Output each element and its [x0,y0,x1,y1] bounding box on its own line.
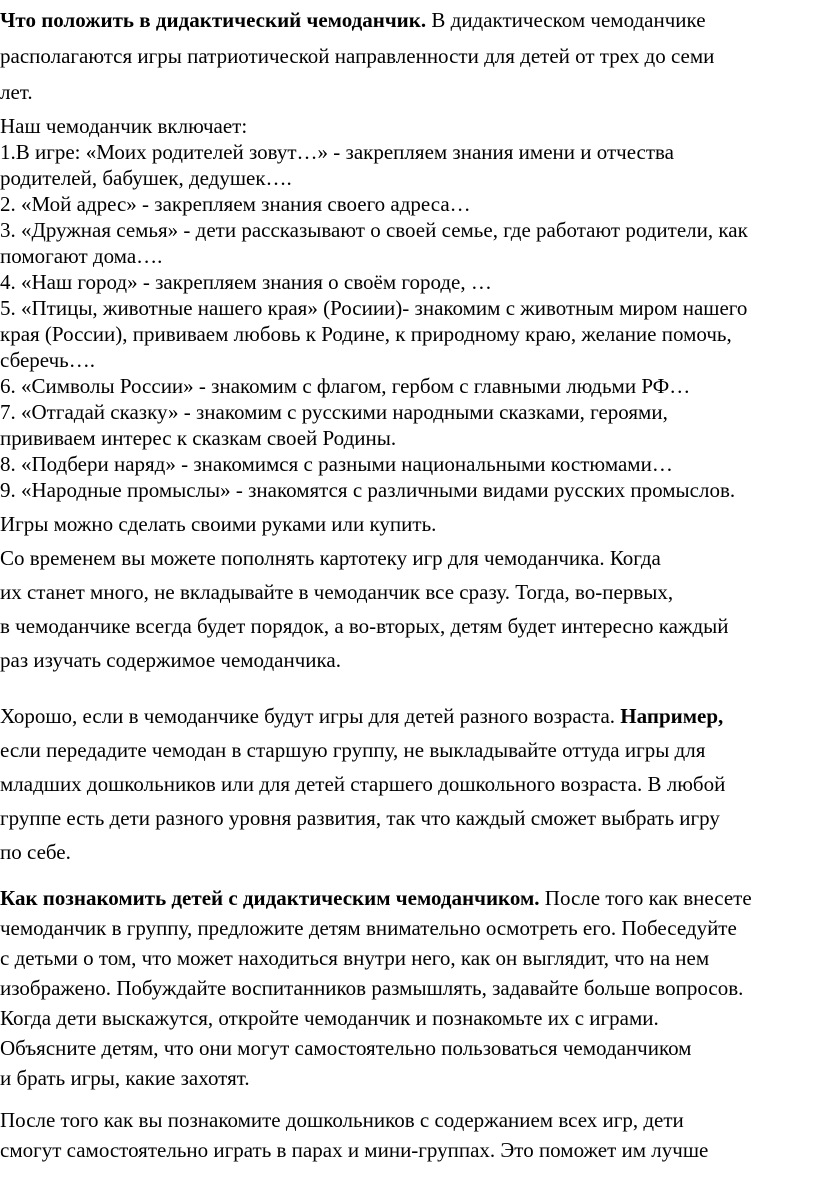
list-line: 6. «Символы России» - знакомим с флагом, гербом с главными людьми РФ… [0,374,691,398]
make-games-paragraph: Игры можно сделать своими руками или купить. [0,512,437,536]
list-line: помогают дома…. [0,244,163,268]
ages-line: группе есть дети разного уровня развития, так что каждый сможет выбрать игру [0,806,720,830]
list-line: прививаем интерес к сказкам своей Родины. [0,426,397,450]
introduce-line: с детьми о том, что может находиться внутри него, как он выглядит, что на нем [0,946,710,970]
list-line: 1.В игре: «Моих родителей зовут…» - закрепляем знания имени и отчества [0,140,674,164]
list-line: 8. «Подбери наряд» - знакомимся с разными национальными костюмами… [0,452,673,476]
list-line: 4. «Наш город» - закрепляем знания о своём городе, … [0,270,492,294]
introduce-line-1 [0,886,752,910]
introduce-text: После того как внесете [539,886,752,910]
after-line: После того как вы познакомите дошкольников с содержанием всех игр, дети [0,1108,684,1132]
intro-line-2: располагаются игры патриотической направленности для детей от трех до семи [0,44,715,68]
ages-text: Хорошо, если в чемоданчике будут игры для детей разного возраста. [0,704,621,728]
ages-line-1 [0,704,723,728]
list-line: 5. «Птицы, животные нашего края» (Росиии)- знакомим с животным миром нашего [0,296,748,320]
introduce-line: чемоданчик в группу, предложите детям внимательно осмотреть его. Побеседуйте [0,916,737,940]
ages-line: если передадите чемодан в старшую группу, не выкладывайте оттуда игры для [0,738,706,762]
list-line: 2. «Мой адрес» - закрепляем знания своего адреса… [0,192,471,216]
list-heading: Наш чемоданчик включает: [0,114,248,138]
intro-text: В дидактическом чемоданчике [426,8,706,32]
introduce-line: Объясните детям, что они могут самостоятельно пользоваться чемоданчиком [0,1036,692,1060]
ages-emphasis: Например, [620,704,724,728]
introduce-heading: Как познакомить детей с дидактическим чемоданчиком. [0,886,540,910]
introduce-line: и брать игры, какие захотят. [0,1066,250,1090]
over-time-line: Со временем вы можете пополнять картотеку игр для чемоданчика. Когда [0,546,661,570]
list-line: 9. «Народные промыслы» - знакомятся с различными видами русских промыслов. [0,478,736,502]
list-line: края (России), прививаем любовь к Родине, к природному краю, желание помочь, [0,322,732,346]
ages-line: младших дошкольников или для детей старшего дошкольного возраста. В любой [0,772,726,796]
over-time-line: их станет много, не вкладывайте в чемоданчик все сразу. Тогда, во-первых, [0,580,674,604]
over-time-line: раз изучать содержимое чемоданчика. [0,648,341,672]
intro-line-3: лет. [0,80,33,104]
list-line: родителей, бабушек, дедушек…. [0,166,292,190]
over-time-line: в чемоданчике всегда будет порядок, а во-вторых, детям будет интересно каждый [0,614,729,638]
intro-line-1 [0,8,706,32]
ages-line: по себе. [0,840,71,864]
list-line: сберечь…. [0,348,95,372]
intro-heading: Что положить в дидактический чемоданчик. [0,8,427,32]
introduce-line: изображено. Побуждайте воспитанников размышлять, задавайте больше вопросов. [0,976,744,1000]
list-line: 3. «Дружная семья» - дети рассказывают о своей семье, где работают родители, как [0,218,748,242]
after-line: смогут самостоятельно играть в парах и мини-группах. Это поможет им лучше [0,1138,709,1162]
introduce-line: Когда дети выскажутся, откройте чемоданчик и познакомьте их с играми. [0,1006,659,1030]
list-line: 7. «Отгадай сказку» - знакомим с русскими народными сказками, героями, [0,400,668,424]
